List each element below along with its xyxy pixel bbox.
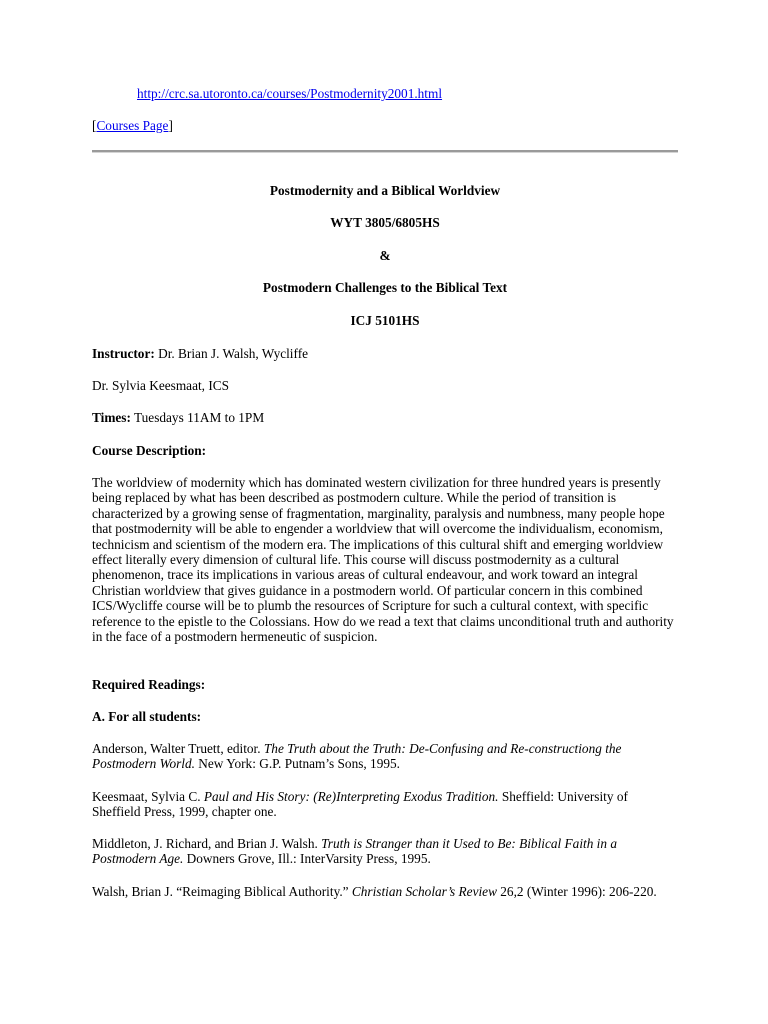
instructor-label: Instructor: <box>92 346 155 361</box>
reading-author: Walsh, Brian J. “Reimaging Biblical Authority.” <box>92 884 352 899</box>
reading-author: Keesmaat, Sylvia C. <box>92 789 204 804</box>
course-title-1: Postmodernity and a Biblical Worldview <box>269 183 501 198</box>
instructor-line <box>92 346 678 361</box>
reading-publisher: Sheffield: University of Sheffield Press, 1999, chapter one. <box>92 789 628 819</box>
course-description-heading: Course Description: <box>92 443 207 458</box>
reading-item <box>92 836 678 866</box>
title-ampersand: & <box>379 248 391 263</box>
course-description-body: The worldview of modernity which has dominated western civilization for three hundred years is presently being replaced by what has been described as postmodern culture. While the period of transition is characterized by a growing sense of fragmentation, marginality, paralysis and numbness, many people hope that postmodernity will be able to engender a worldview that will overcome the individualism, economism, technicism and scientism of the modern era. The implications of this cultural shift and emerging worldview effect literally every dimension of cultural life. This course will discuss postmodernity as a cultural phenomenon, trace its implications in various areas of cultural endeavour, and work toward an integral Christian worldview that gives guidance in a postmodern world. Of particular concern in this combined ICS/Wycliffe course will be to plumb the resources of Scripture for such a cultural context, with specific reference to the epistle to the Colossians. How do we read a text that claims unconditional truth and authority in the face of a postmodern hermeneutic of suspicion. <box>92 475 674 645</box>
reading-title: Christian Scholar’s Review <box>351 884 497 899</box>
course-code-1: WYT 3805/6805HS <box>330 215 440 230</box>
course-code-2: ICJ 5101HS <box>350 313 420 328</box>
horizontal-rule <box>92 150 678 153</box>
courses-nav <box>92 118 173 133</box>
times-value: Tuesdays 11AM to 1PM <box>130 410 265 425</box>
times-line <box>92 410 678 425</box>
courses-page-link[interactable]: Courses Page <box>96 118 169 133</box>
required-readings-heading: Required Readings: <box>92 677 206 692</box>
times-label: Times: <box>92 410 131 425</box>
courses-close-bracket: ] <box>168 118 173 133</box>
reading-author: Middleton, J. Richard, and Brian J. Walsh. <box>92 836 322 851</box>
readings-subheading: A. For all students: <box>92 709 202 724</box>
reading-author: Anderson, Walter Truett, editor. <box>92 741 264 756</box>
reading-publisher: New York: G.P. Putnam’s Sons, 1995. <box>194 756 400 771</box>
reading-title: The Truth about the Truth: De-Confusing and Re-constructiong the Postmodern World. <box>92 741 622 771</box>
reading-item <box>92 884 678 899</box>
source-url-link[interactable]: http://crc.sa.utoronto.ca/courses/Postmodernity2001.html <box>137 86 443 101</box>
instructor-value: Dr. Brian J. Walsh, Wycliffe <box>154 346 309 361</box>
reading-title: Paul and His Story: (Re)Interpreting Exodus Tradition. <box>203 789 499 804</box>
reading-item <box>92 741 678 771</box>
reading-title: Truth is Stranger than it Used to Be: Biblical Faith in a Postmodern Age. <box>92 836 617 866</box>
reading-publisher: Downers Grove, Ill.: InterVarsity Press, 1995. <box>183 851 431 866</box>
reading-publisher: 26,2 (Winter 1996): 206-220. <box>496 884 657 899</box>
courses-open-bracket: [ <box>92 118 97 133</box>
reading-item <box>92 789 678 819</box>
instructor-2: Dr. Sylvia Keesmaat, ICS <box>92 378 230 393</box>
course-title-2: Postmodern Challenges to the Biblical Text <box>262 280 508 295</box>
